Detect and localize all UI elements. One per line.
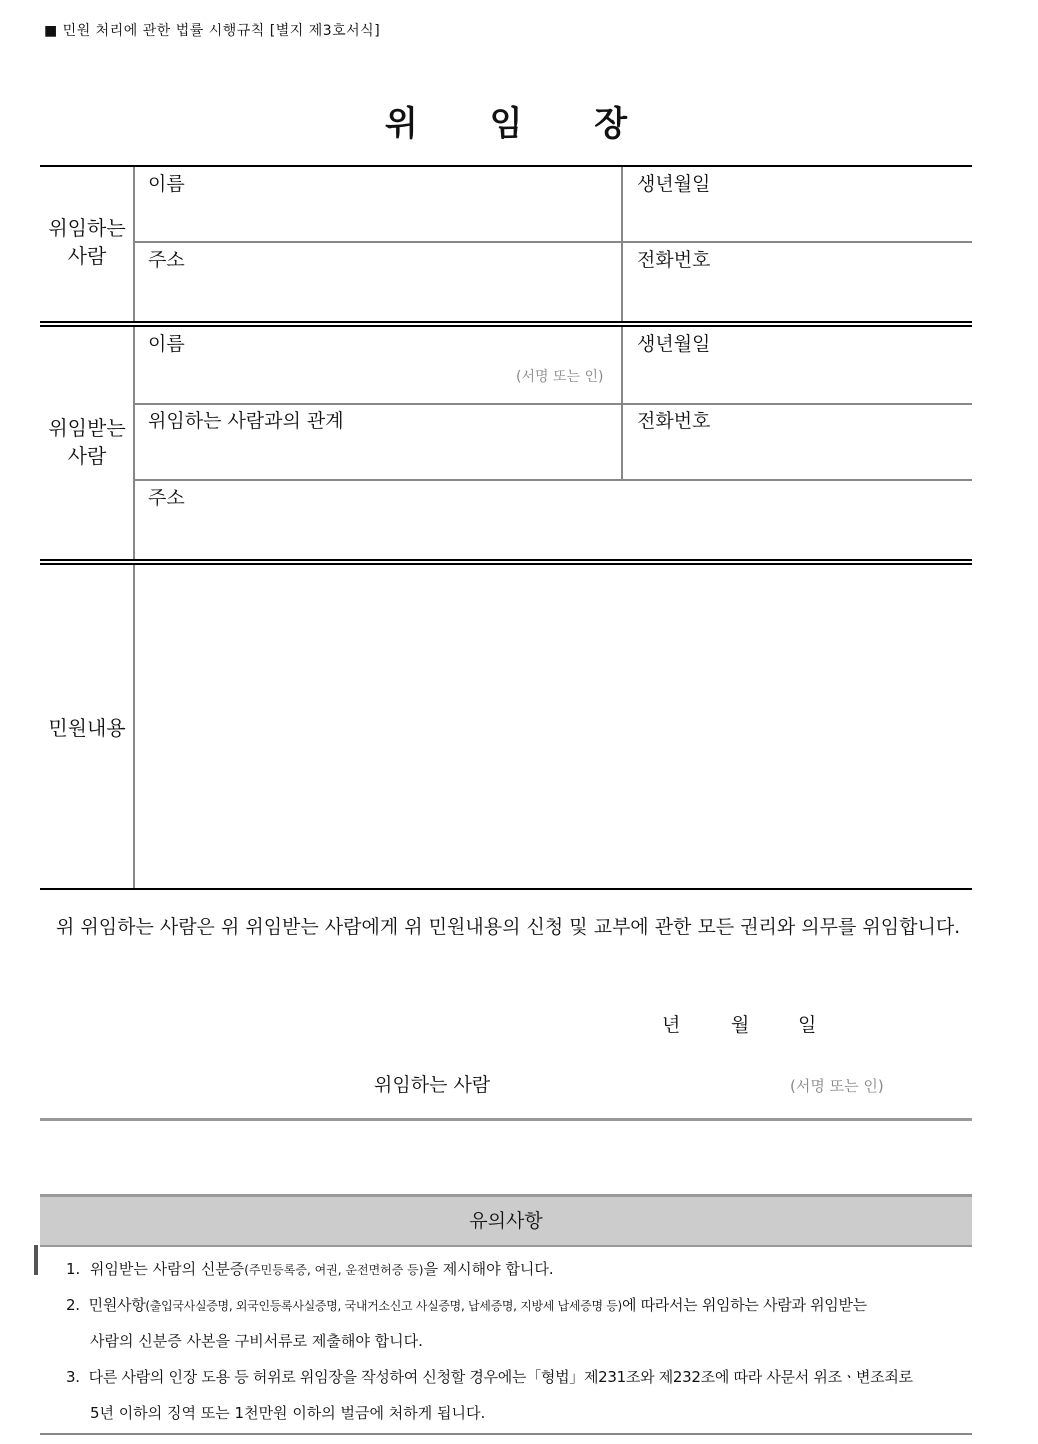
column-divider — [133, 167, 135, 322]
delegate-name-field[interactable]: 이름 — [148, 333, 185, 355]
notes-bottom-border — [40, 1433, 972, 1435]
note-item-3 — [66, 1366, 913, 1387]
note-item-1 — [66, 1258, 554, 1279]
note-small-text: (출입국사실증명, 외국인등록사실증명, 국내거소신고 사실증명, 납세증명, 지방세 납세증명 등) — [145, 1299, 622, 1313]
note-number: 1. — [66, 1260, 81, 1278]
note-text: 을 제시해야 합니다. — [423, 1260, 554, 1278]
note-text: 다른 사람의 인장 도용 등 허위로 위임장을 작성하여 신청할 경우에는「형법」제231조와 제232조에 따라 사문서 위조ㆍ변조죄로 — [88, 1368, 913, 1386]
note-number: 3. — [66, 1368, 80, 1386]
delegate-phone-field[interactable]: 전화번호 — [637, 410, 711, 432]
note-number: 2. — [66, 1296, 80, 1314]
delegator-label-line1: 위임하는 — [48, 216, 126, 240]
delegate-birth-field[interactable]: 생년월일 — [637, 333, 711, 355]
title-char-3: 장 — [594, 104, 628, 144]
note-text: 위임받는 사람의 신분증 — [89, 1260, 245, 1278]
row-divider — [134, 479, 972, 481]
page-title — [0, 96, 1012, 145]
delegator-address-field[interactable]: 주소 — [148, 249, 185, 271]
delegate-address-field[interactable]: 주소 — [148, 487, 185, 509]
table-bottom-border — [40, 888, 972, 890]
column-divider — [133, 327, 135, 560]
note-text: 민원사항 — [88, 1296, 146, 1314]
note-item-2 — [66, 1294, 867, 1315]
row-divider — [134, 403, 972, 405]
delegator-phone-field[interactable]: 전화번호 — [637, 249, 711, 271]
double-border-top — [40, 559, 972, 561]
table-top-border — [40, 165, 972, 167]
content-section-label: 민원내용 — [48, 716, 126, 740]
section-divider — [40, 1118, 972, 1121]
note-item-2-line2: 사람의 신분증 사본을 구비서류로 제출해야 합니다. — [90, 1332, 423, 1350]
column-divider — [621, 167, 623, 322]
delegate-relation-field[interactable]: 위임하는 사람과의 관계 — [148, 410, 344, 432]
delegate-label-line1: 위임받는 — [48, 416, 126, 440]
title-char-2: 임 — [489, 104, 523, 144]
row-divider — [134, 241, 972, 243]
note-item-3-line2: 5년 이하의 징역 또는 1천만원 이하의 벌금에 처하게 됩니다. — [90, 1404, 486, 1422]
title-char-1: 위 — [384, 104, 418, 144]
notes-margin-bar — [34, 1245, 38, 1275]
delegator-label-line2: 사람 — [67, 244, 107, 268]
delegation-statement: 위 위임하는 사람은 위 위임받는 사람에게 위 민원내용의 신청 및 교부에 관한 모든 권리와 의무를 위임합니다. — [56, 916, 961, 938]
delegate-label-line2: 사람 — [67, 444, 107, 468]
note-text: 에 따라서는 위임하는 사람과 위임받는 — [621, 1296, 867, 1314]
content-field[interactable] — [135, 565, 972, 888]
date-year-label[interactable]: 년 — [662, 1014, 681, 1036]
date-day-label[interactable]: 일 — [798, 1014, 817, 1036]
double-border-bottom — [40, 325, 972, 327]
delegate-signature-hint: (서명 또는 인) — [516, 369, 604, 385]
signature-label: 위임하는 사람 — [374, 1074, 491, 1096]
delegator-section-label — [40, 214, 134, 270]
delegator-birth-field[interactable]: 생년월일 — [637, 173, 711, 195]
form-reference-note: ■ 민원 처리에 관한 법률 시행규칙 [별지 제3호서식] — [44, 23, 381, 39]
note-small-text: (주민등록증, 여권, 운전면허증 등) — [244, 1263, 424, 1277]
delegator-name-field[interactable]: 이름 — [148, 173, 185, 195]
double-border-top — [40, 321, 972, 323]
signature-hint[interactable]: (서명 또는 인) — [790, 1077, 884, 1095]
delegate-section-label — [40, 414, 134, 470]
date-month-label[interactable]: 월 — [731, 1014, 750, 1036]
notes-header: 유의사항 — [40, 1194, 972, 1247]
